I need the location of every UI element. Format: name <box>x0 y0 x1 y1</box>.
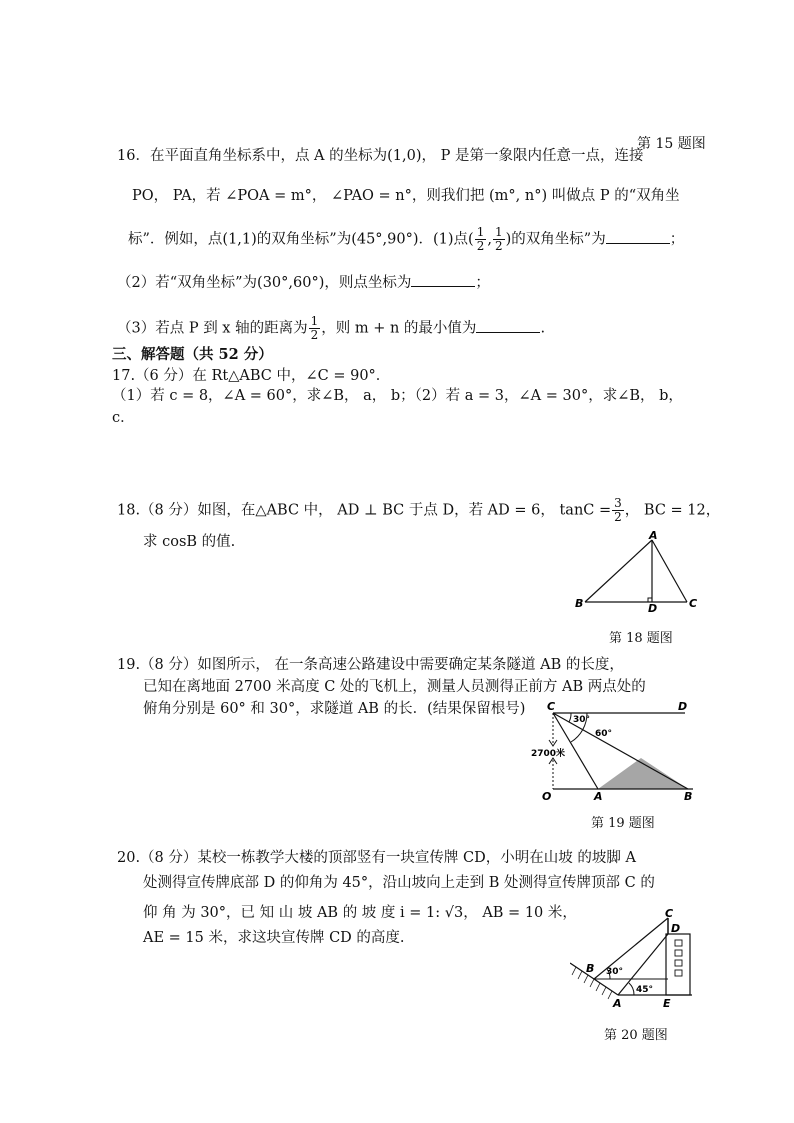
q16-frac-den-3: 2 <box>310 328 319 342</box>
q20-caption: 第 20 题图 <box>604 1028 668 1043</box>
q20-angle-30-label: 30° <box>606 967 624 977</box>
q17-line2: （1）若 c = 8，∠A = 60°，求∠B， a， b；（2）若 a = 3，∠A = 30°，求∠B， b， <box>112 388 683 404</box>
q16-line3: 标”．例如，点(1,1)的双角坐标”为(45°,90°)．(1)点( $\frac{1}{2}$ , $\frac{1}{2}$ )的双角坐标”为 ； <box>128 225 685 253</box>
q16-line5-text: （3）若点 P 到 x 轴的距离为 <box>117 320 308 337</box>
q18-label-a: A <box>649 530 658 542</box>
q18-label-b: B <box>575 597 584 610</box>
q16-fraction-half <box>309 315 321 342</box>
q16-line3-text: 标”．例如，点(1,1)的双角坐标”为(45°,90°)．(1)点( <box>128 231 474 248</box>
q16-frac-den: 2 <box>476 239 485 253</box>
q16-line5 <box>117 315 545 342</box>
q20-billboard-figure <box>570 908 700 1013</box>
q18-frac-den: 2 <box>614 510 622 524</box>
q18-side-ac <box>652 540 687 602</box>
figure-15-caption: 第 15 题图 <box>637 136 706 152</box>
q19-shaded-region <box>598 758 688 789</box>
q16-frac-num: 1 <box>476 225 485 239</box>
q16-line3-text2: )的双角坐标”为 <box>505 231 606 248</box>
q19-caption: 第 19 题图 <box>591 816 655 831</box>
q16-fraction-y <box>493 226 505 253</box>
q16-line2: PO， PA，若 ∠POA = m°， ∠PAO = n°，则我们把 (m°, n°) 叫做点 P 的“双角坐 <box>132 188 680 204</box>
q19-angle-arc-30 <box>569 713 571 722</box>
q18-fraction <box>612 497 624 524</box>
q16-line4-text: （2）若“双角坐标”为(30°,60°)，则点坐标为 <box>117 275 412 291</box>
q19-line3: 俯角分别是 60° 和 30°，求隧道 AB 的长．(结果保留根号) <box>143 701 526 717</box>
q19-angle-30-label: 30° <box>573 715 591 725</box>
q19-line2: 已知在离地面 2700 米高度 C 处的飞机上，测量人员测得正前方 AB 两点处的 <box>143 679 646 695</box>
q20-angle-arc-45 <box>629 983 634 995</box>
q19-label-b: B <box>684 790 693 803</box>
q19-tunnel-figure <box>525 700 700 805</box>
q16-line5-end: . <box>540 320 546 337</box>
q20-angle-45-label: 45° <box>636 985 654 995</box>
q20-line4: AE = 15 米，求这块宣传牌 CD 的高度. <box>143 930 405 946</box>
q20-line2: 处测得宣传牌底部 D 的仰角为 45°，沿山坡向上走到 B 处测得宣传牌顶部 C 的 <box>143 875 655 891</box>
q20-label-d: D <box>671 922 681 935</box>
q18-line1-text2: ， BC = 12， <box>624 502 721 519</box>
q16-answer-blank-2[interactable] <box>411 272 475 287</box>
q18-line1 <box>117 497 720 524</box>
q16-frac-num-3: 1 <box>310 314 319 328</box>
section-3-heading: 三、解答题（共 52 分） <box>112 346 273 363</box>
q18-line2: 求 cosB 的值. <box>143 534 236 550</box>
q16-line5-text2: ，则 m + n 的最小值为 <box>321 320 477 337</box>
q18-line1-text: 18.（8 分）如图，在△ABC 中， AD ⊥ BC 于点 D，若 AD = 6， tanC = <box>117 502 612 519</box>
q19-line1: 19.（8 分）如图所示， 在一条高速公路建设中需要确定某条隧道 AB 的长度， <box>117 657 624 673</box>
q20-label-b: B <box>586 962 595 975</box>
q18-label-d: D <box>648 602 658 615</box>
q19-label-o: O <box>542 790 552 803</box>
q19-label-c: C <box>547 700 556 713</box>
q18-caption: 第 18 题图 <box>609 631 673 646</box>
q20-building-windows <box>675 940 682 976</box>
q19-label-d: D <box>678 700 688 713</box>
q18-frac-num: 3 <box>614 496 622 510</box>
q17-line1: 17.（6 分）在 Rt△ABC 中，∠C = 90°． <box>112 368 391 384</box>
q16-fraction-x <box>475 226 487 253</box>
q16-line4 <box>117 272 490 293</box>
q19-label-a: A <box>594 790 603 803</box>
q16-line3-end: ； <box>669 231 685 248</box>
q16-answer-blank-1[interactable] <box>606 229 670 244</box>
q17-line3: c． <box>112 410 135 426</box>
q16-frac-den-2: 2 <box>494 239 503 253</box>
q16-line4-end: ； <box>475 275 490 291</box>
q19-angle-60-label: 60° <box>595 729 613 739</box>
q18-triangle-figure <box>570 530 705 615</box>
q20-label-c: C <box>665 908 674 920</box>
q20-line3: 仰 角 为 30°，已 知 山 坡 AB 的 坡 度 i = 1: √3， AB = 10 米， <box>143 905 577 921</box>
q18-side-ab <box>585 540 652 602</box>
q20-label-e: E <box>663 997 671 1010</box>
q20-label-a: A <box>613 997 622 1010</box>
q18-label-c: C <box>689 597 698 610</box>
q19-height-label: 2700米 <box>531 749 566 759</box>
q16-frac-num-2: 1 <box>494 225 503 239</box>
q16-answer-blank-3[interactable] <box>476 318 540 333</box>
q20-line1: 20.（8 分）某校一栋教学大楼的顶部竖有一块宣传牌 CD，小明在山坡 的坡脚 A <box>117 850 636 866</box>
q20-building <box>666 934 690 995</box>
q16-line1: 16．在平面直角坐标系中，点 A 的坐标为(1,0)， P 是第一象限内任意一点，连接 <box>117 148 644 164</box>
